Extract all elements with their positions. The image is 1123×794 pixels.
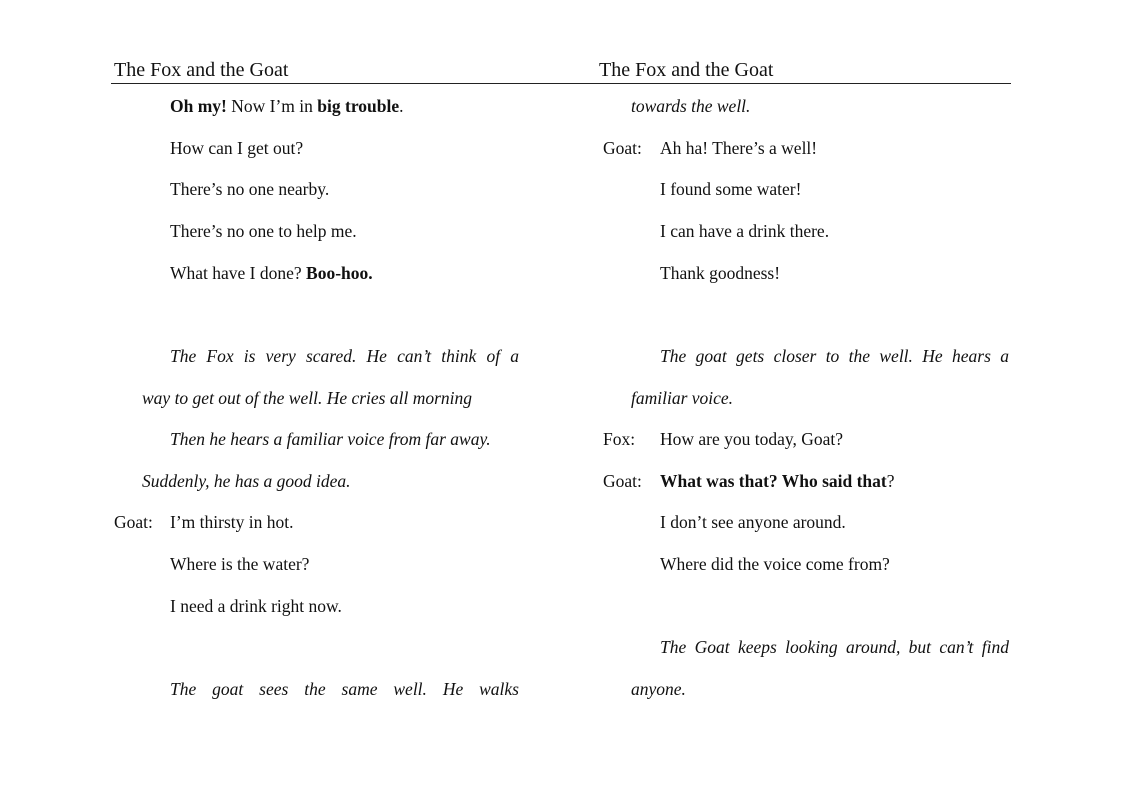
right-line-5: How are you today, Goat? <box>660 429 844 449</box>
bold-phrase: Boo-hoo. <box>306 263 373 283</box>
left-line-7: Where is the water? <box>170 554 310 574</box>
left-line-2: How can I get out? <box>170 138 304 158</box>
line-end: ? <box>886 471 895 491</box>
right-header-title: The Fox and the Goat <box>599 59 774 81</box>
right-speaker-goat-2: Goat: <box>603 471 642 491</box>
left-line-3: There’s no one nearby. <box>170 179 330 199</box>
line-text: What have I done? <box>170 263 307 283</box>
right-line-4: Thank goodness! <box>660 263 781 283</box>
bold-phrase: big trouble <box>317 96 400 116</box>
header-rule <box>111 83 1011 84</box>
left-narration-1: The Fox is very scared. He can’t think of a <box>170 346 519 366</box>
right-speaker-fox: Fox: <box>603 429 636 449</box>
right-speaker-goat-1: Goat: <box>603 138 642 158</box>
right-narration-1: The goat gets closer to the well. He hears a <box>660 346 1009 366</box>
left-line-8: I need a drink right now. <box>170 596 342 616</box>
bold-exclamation: Oh my! <box>170 96 227 116</box>
right-line-7: I don’t see anyone around. <box>660 512 846 532</box>
left-line-4: There’s no one to help me. <box>170 221 357 241</box>
left-line-5 <box>170 262 373 284</box>
left-speaker-goat: Goat: <box>114 512 153 532</box>
right-line-1: Ah ha! There’s a well! <box>660 138 818 158</box>
left-narration-3: Then he hears a familiar voice from far away. <box>170 429 491 449</box>
right-line-2: I found some water! <box>660 179 802 199</box>
bold-phrase: What was that? Who said that <box>660 471 887 491</box>
right-narration-3: The Goat keeps looking around, but can’t find <box>660 637 1009 657</box>
left-header-title: The Fox and the Goat <box>114 59 289 81</box>
line-end: . <box>399 96 404 116</box>
right-narration-0: towards the well. <box>631 96 751 116</box>
left-line-1 <box>170 95 404 117</box>
right-narration-2: familiar voice. <box>631 388 734 408</box>
line-text: Now I’m in <box>226 96 318 116</box>
left-narration-4: Suddenly, he has a good idea. <box>142 471 351 491</box>
right-line-6 <box>660 470 895 492</box>
left-narration-2: way to get out of the well. He cries all morning <box>142 388 473 408</box>
left-narration-5: The goat sees the same well. He walks <box>170 679 519 699</box>
left-line-6: I’m thirsty in hot. <box>170 512 294 532</box>
right-line-3: I can have a drink there. <box>660 221 830 241</box>
right-line-8: Where did the voice come from? <box>660 554 890 574</box>
right-narration-4: anyone. <box>631 679 686 699</box>
